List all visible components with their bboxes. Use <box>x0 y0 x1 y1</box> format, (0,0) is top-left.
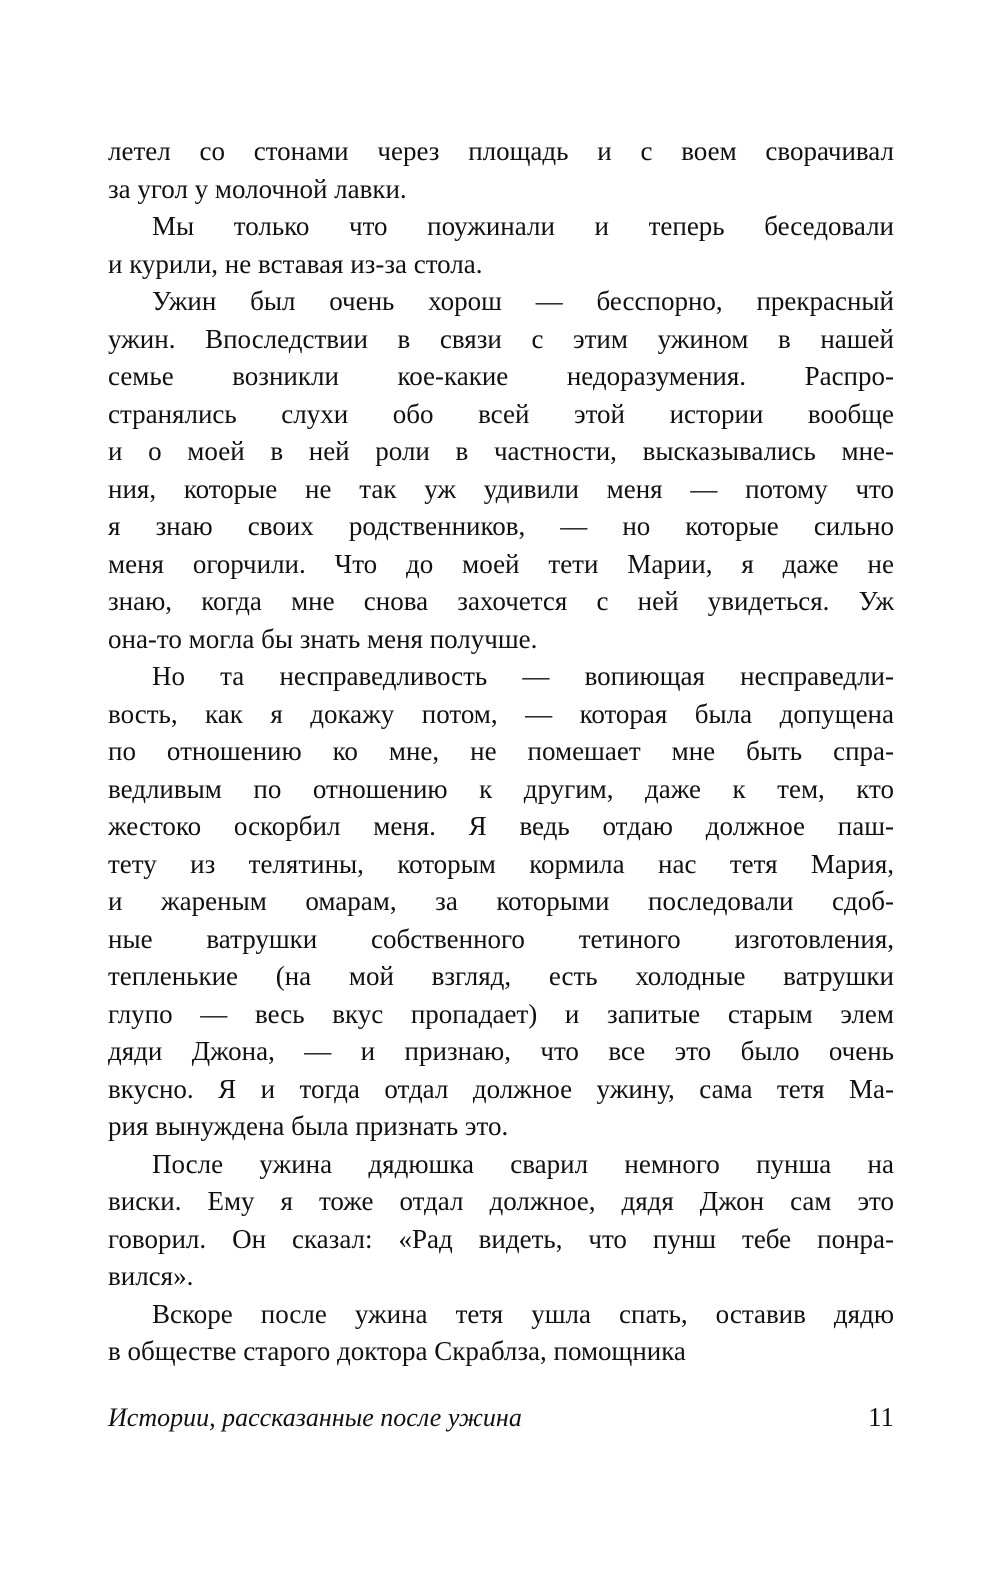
text-line: за угол у молочной лавки. <box>108 173 407 204</box>
text-line: Мы только что поужинали и теперь беседовали <box>152 211 894 241</box>
text-line: странялись слухи обо всей этой истории вообще <box>108 398 894 429</box>
text-line: ведливым по отношению к другим, даже к тем, кто <box>108 773 894 804</box>
text-line: виски. Ему я тоже отдал должное, дядя Джон сам это <box>108 1186 894 1216</box>
text-line: ные ватрушки собственного тетиного изготовления, <box>108 923 894 954</box>
text-line: меня огорчили. Что до моей тети Марии, я даже не <box>108 548 894 579</box>
text-line: вость, как я докажу потом, — которая была допущена <box>108 698 894 729</box>
text-line: ния, которые не так уж удивили меня — потому что <box>108 473 894 504</box>
text-line: говорил. Он сказал: «Рад видеть, что пунш тебе понра- <box>108 1223 894 1254</box>
text-line: семье возникли кое-какие недоразумения. Распро- <box>108 361 894 391</box>
paragraph <box>108 133 894 208</box>
text-line: тепленькие (на мой взгляд, есть холодные ватрушки <box>108 961 894 991</box>
text-line: она-то могла бы знать меня получше. <box>108 623 538 654</box>
footer <box>108 1400 894 1435</box>
text-line: ужин. Впоследствии в связи с этим ужином в нашей <box>108 323 894 354</box>
text-line: Ужин был очень хорош — бесспорно, прекрасный <box>152 286 894 316</box>
paragraph <box>108 283 894 658</box>
paragraph <box>108 208 894 283</box>
text-line: и жареным омарам, за которыми последовали сдоб- <box>108 886 894 916</box>
page-number: 11 <box>868 1402 894 1432</box>
text-line: знаю, когда мне снова захочется с ней увидеться. Уж <box>108 586 894 616</box>
text-line: в обществе старого доктора Скраблза, помощника <box>108 1336 686 1366</box>
paragraph <box>108 658 894 1146</box>
text-line: я знаю своих родственников, — но которые сильно <box>108 511 894 541</box>
text-line: жестоко оскорбил меня. Я ведь отдаю должное паш- <box>108 811 894 841</box>
text-line: и о моей в ней роли в частности, высказывались мне- <box>108 436 894 466</box>
text-line: вился». <box>108 1261 194 1291</box>
text-line: После ужина дядюшка сварил немного пунша на <box>152 1148 894 1179</box>
text-line: дяди Джона, — и признаю, что все это было очень <box>108 1036 894 1066</box>
paragraph <box>108 1296 894 1371</box>
running-title: Истории, рассказанные после ужина <box>108 1403 522 1432</box>
text-line: и курили, не вставая из-за стола. <box>108 248 483 279</box>
text-line: тету из телятины, которым кормила нас тетя Мария, <box>108 848 894 879</box>
text-line: глупо — весь вкус пропадает) и запитые старым элем <box>108 998 894 1029</box>
text-block <box>108 133 894 1371</box>
text-line: по отношению ко мне, не помешает мне быть спра- <box>108 736 894 766</box>
text-line: Вскоре после ужина тетя ушла спать, оставив дядю <box>152 1298 894 1329</box>
text-line: вкусно. Я и тогда отдал должное ужину, сама тетя Ма- <box>108 1073 894 1104</box>
text-line: рия вынуждена была признать это. <box>108 1111 509 1141</box>
text-line: летел со стонами через площадь и с воем сворачивал <box>108 136 894 166</box>
text-line: Но та несправедливость — вопиющая несправедли- <box>152 661 894 691</box>
paragraph <box>108 1146 894 1296</box>
